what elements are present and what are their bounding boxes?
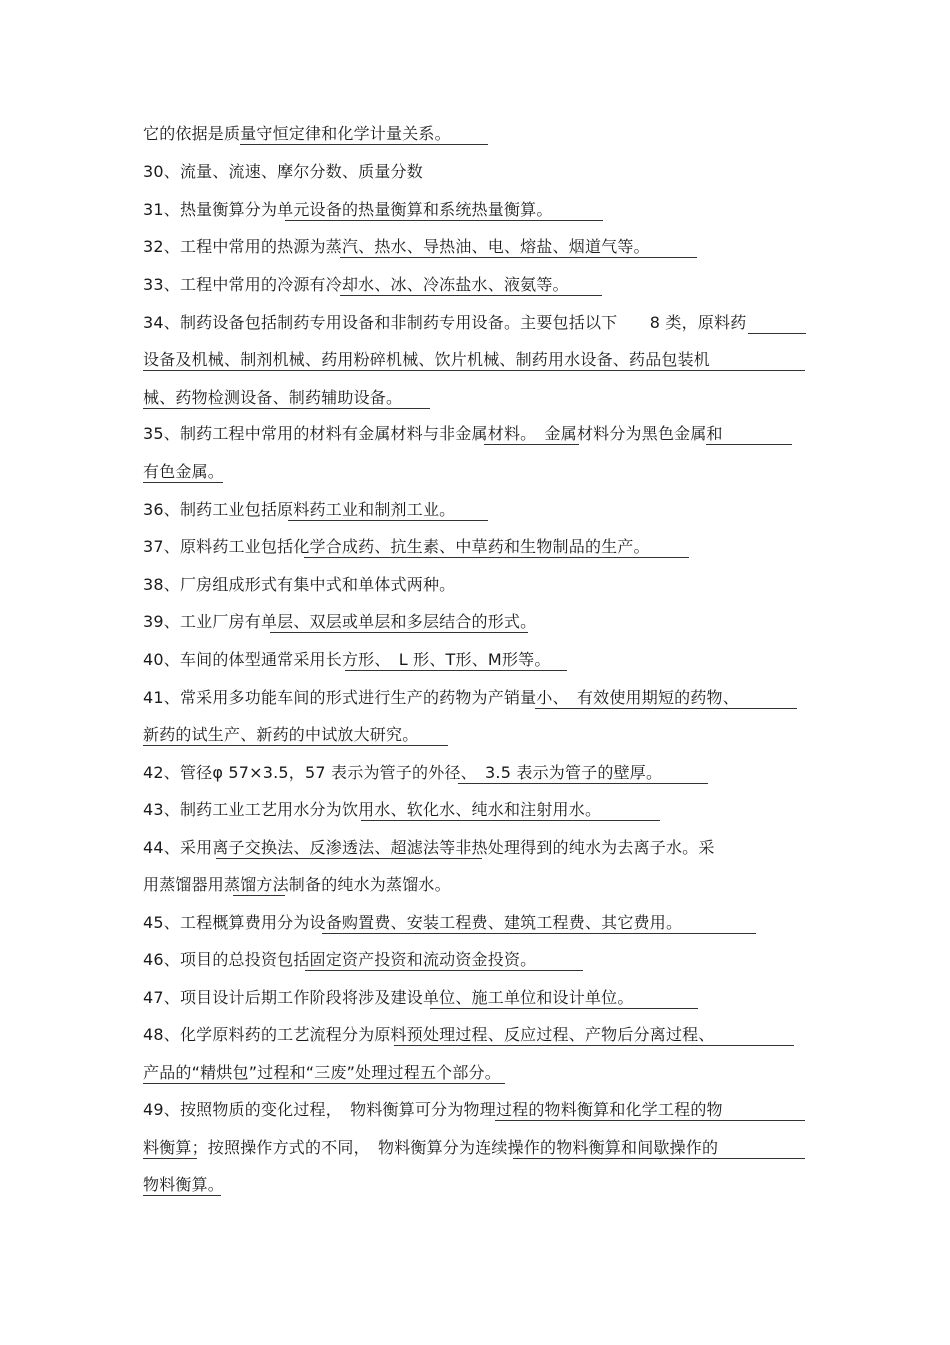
text-line: 30、流量、流速、摩尔分数、质量分数 [143,162,423,181]
answer-underline [143,1083,505,1084]
answer-underline [288,520,488,521]
answer-underline [305,970,583,971]
answer-underline [285,220,603,221]
answer-underline [322,933,756,934]
answer-underline [143,1158,197,1159]
text-line: 40、车间的体型通常采用长方形、 L 形、T形、M形等。 [143,650,551,669]
text-line: 44、采用离子交换法、反渗透法、超滤法等非热处理得到的纯水为去离子水。采 [143,838,715,857]
text-line: 39、工业厂房有单层、双层或单层和多层结合的形式。 [143,612,537,631]
answer-underline [748,333,806,334]
answer-underline [430,1008,698,1009]
answer-underline [143,408,430,409]
text-line: 产品的“精烘包”过程和“三废”处理过程五个部分。 [143,1063,501,1082]
answer-underline [143,1195,221,1196]
answer-underline [240,144,488,145]
text-line: 32、工程中常用的热源为蒸汽、热水、导热油、电、熔盐、烟道气等。 [143,237,650,256]
answer-underline [361,820,660,821]
answer-underline [233,895,285,896]
text-line: 41、常采用多功能车间的形式进行生产的药物为产销量小、 有效使用期短的药物、 [143,688,739,707]
text-line: 46、项目的总投资包括固定资产投资和流动资金投资。 [143,950,537,969]
answer-underline [706,444,792,445]
answer-underline [495,1120,805,1121]
text-line: 36、制药工业包括原料药工业和制剂工业。 [143,500,456,519]
text-line: 42、管径φ 57×3.5，57 表示为管子的外径、 3.5 表示为管子的壁厚。 [143,763,663,782]
text-line: 用蒸馏器用蒸馏方法制备的纯水为蒸馏水。 [143,875,451,894]
answer-underline [345,670,567,671]
text-line: 设备及机械、制剂机械、药用粉碎机械、饮片机械、制药用水设备、药品包装机 [143,350,711,369]
text-line: 34、制药设备包括制药专用设备和非制药专用设备。主要包括以下 8 类，原料药 [143,313,747,332]
text-line: 47、项目设计后期工作阶段将涉及建设单位、施工单位和设计单位。 [143,988,634,1007]
answer-underline [340,295,602,296]
text-line: 物料衡算。 [143,1175,225,1194]
text-line: 新药的试生产、新药的中试放大研究。 [143,725,419,744]
answer-underline [340,257,697,258]
answer-underline [143,370,805,371]
text-line: 械、药物检测设备、制药辅助设备。 [143,388,403,407]
text-line: 料衡算；按照操作方式的不同， 物料衡算分为连续操作的物料衡算和间歇操作的 [143,1138,719,1157]
text-line: 43、制药工业工艺用水分为饮用水、软化水、纯水和注射用水。 [143,800,602,819]
text-line: 33、工程中常用的冷源有冷却水、冰、冷冻盐水、液氨等。 [143,275,569,294]
text-line: 它的依据是质量守恒定律和化学计量关系。 [143,124,451,143]
answer-underline [513,1158,805,1159]
text-line: 38、厂房组成形式有集中式和单体式两种。 [143,575,456,594]
text-line: 31、热量衡算分为单元设备的热量衡算和系统热量衡算。 [143,200,553,219]
text-line: 48、化学原料药的工艺流程分为原料预处理过程、反应过程、产物后分离过程、 [143,1025,715,1044]
answer-underline [484,444,579,445]
answer-underline [458,783,708,784]
answer-underline [535,708,797,709]
answer-underline [394,1045,794,1046]
answer-underline [143,482,223,483]
text-line: 37、原料药工业包括化学合成药、抗生素、中草药和生物制品的生产。 [143,537,650,556]
text-line: 35、制药工程中常用的材料有金属材料与非金属材料。 金属材料分为黑色金属和 [143,424,723,443]
text-line: 49、按照物质的变化过程， 物料衡算可分为物理过程的物料衡算和化学工程的物 [143,1100,723,1119]
answer-underline [270,632,528,633]
text-line: 45、工程概算费用分为设备购置费、安装工程费、建筑工程费、其它费用。 [143,913,683,932]
text-line: 有色金属。 [143,462,225,481]
answer-underline [216,858,482,859]
answer-underline [304,557,689,558]
answer-underline [143,745,448,746]
